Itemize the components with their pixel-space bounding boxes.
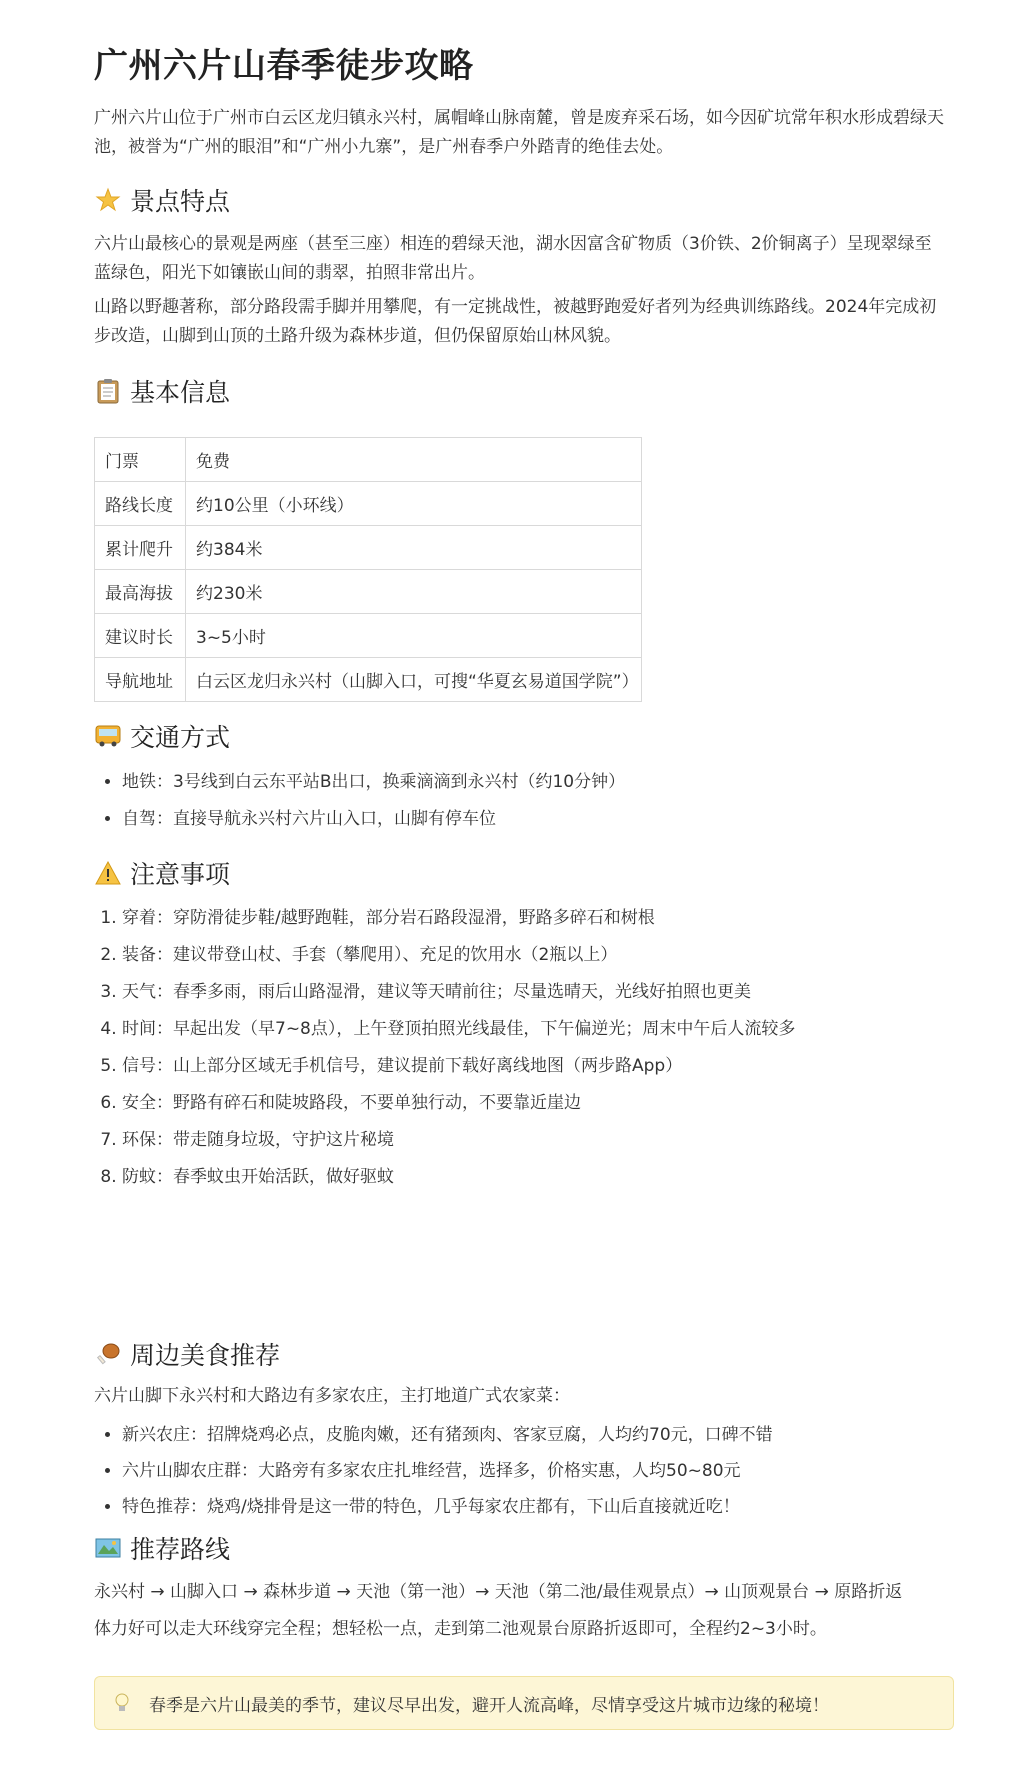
table-value: 约230米 — [186, 570, 642, 614]
list-item: 8. 防蚊：春季蚊虫开始活跃，做好驱蚊 — [122, 1159, 795, 1196]
warning-icon — [94, 859, 122, 887]
section-heading-features — [94, 182, 230, 218]
table-row — [95, 570, 642, 614]
lightbulb-icon — [107, 1692, 137, 1714]
table-row — [95, 614, 642, 658]
section-heading-route — [94, 1530, 230, 1566]
section-heading-text: 周边美食推荐 — [130, 1341, 281, 1370]
route-note: 体力好可以走大环线穿完全程；想轻松一点，走到第二池观景台原路折返即可，全程约2~3小时。 — [94, 1619, 827, 1639]
list-item: • 六片山脚农庄群：大路旁有多家农庄扎堆经营，选择多，价格实惠，人均50~80元 — [122, 1453, 773, 1489]
section-heading-text: 注意事项 — [130, 860, 231, 889]
bus-icon — [94, 722, 122, 750]
table-row — [95, 438, 642, 482]
page-title: 广州六片山春季徒步攻略 — [94, 46, 474, 86]
table-row — [95, 658, 642, 702]
section-heading-text: 交通方式 — [130, 723, 231, 752]
table-key: 导航地址 — [95, 658, 186, 702]
intro-paragraph: 广州六片山位于广州市白云区龙归镇永兴村，属帽峰山脉南麓，曾是废弃采石场，如今因矿坑常年积水形成碧绿天池，被誉为“广州的眼泪”和“广州小九寨”，是广州春季户外踏青的绝佳去处。 — [94, 108, 944, 157]
section-heading-text: 推荐路线 — [130, 1535, 231, 1564]
info-table — [94, 437, 642, 702]
section-heading-text: 基本信息 — [130, 378, 231, 407]
list-item: 3. 天气：春季多雨，雨后山路湿滑，建议等天晴前往；尽量选晴天，光线好拍照也更美 — [122, 974, 795, 1011]
section-heading-transport — [94, 718, 230, 754]
list-item: 1. 穿着：穿防滑徒步鞋/越野跑鞋，部分岩石路段湿滑，野路多碎石和树根 — [122, 900, 795, 937]
table-row — [95, 482, 642, 526]
tip-callout — [94, 1676, 954, 1730]
table-key: 累计爬升 — [95, 526, 186, 570]
route-path: 永兴村 → 山脚入口 → 森林步道 → 天池（第一池）→ 天池（第二池/最佳观景点）→ 山顶观景台 → 原路折返 — [94, 1582, 903, 1602]
transport-list — [94, 764, 625, 838]
table-key: 路线长度 — [95, 482, 186, 526]
section-heading-text: 景点特点 — [130, 187, 231, 216]
table-value: 约384米 — [186, 526, 642, 570]
map-icon — [94, 1534, 122, 1562]
table-value: 白云区龙归永兴村（山脚入口，可搜“华夏玄易道国学院”） — [186, 658, 642, 702]
list-item: • 新兴农庄：招牌烧鸡必点，皮脆肉嫩，还有猪颈肉、客家豆腐，人均约70元，口碑不错 — [122, 1417, 773, 1453]
features-paragraph-2: 山路以野趣著称，部分路段需手脚并用攀爬，有一定挑战性，被越野跑爱好者列为经典训练路线。2024年完成初步改造，山脚到山顶的土路升级为森林步道，但仍保留原始山林风貌。 — [94, 297, 937, 346]
list-item: • 特色推荐：烧鸡/烧排骨是这一带的特色，几乎每家农庄都有，下山后直接就近吃！ — [122, 1489, 773, 1525]
table-row — [95, 526, 642, 570]
drumstick-icon — [94, 1340, 122, 1368]
list-item: 6. 安全：野路有碎石和陡坡路段，不要单独行动，不要靠近崖边 — [122, 1085, 795, 1122]
table-value: 3~5小时 — [186, 614, 642, 658]
list-item: 4. 时间：早起出发（早7~8点），上午登顶拍照光线最佳，下午偏逆光；周末中午后人流较多 — [122, 1011, 795, 1048]
table-value: 约10公里（小环线） — [186, 482, 642, 526]
table-value: 免费 — [186, 438, 642, 482]
list-item: • 自驾：直接导航永兴村六片山入口，山脚有停车位 — [122, 801, 625, 838]
features-paragraph-1: 六片山最核心的景观是两座（甚至三座）相连的碧绿天池，湖水因富含矿物质（3价铁、2价铜离子）呈现翠绿至蓝绿色，阳光下如镶嵌山间的翡翠，拍照非常出片。 — [94, 234, 932, 283]
food-list — [94, 1417, 773, 1525]
tip-text: 春季是六片山最美的季节，建议尽早出发，避开人流高峰，尽情享受这片城市边缘的秘境！ — [149, 1695, 829, 1716]
food-intro: 六片山脚下永兴村和大路边有多家农庄，主打地道广式农家菜： — [94, 1386, 570, 1406]
list-item: 5. 信号：山上部分区域无手机信号，建议提前下载好离线地图（两步路App） — [122, 1048, 795, 1085]
list-item: 7. 环保：带走随身垃圾，守护这片秘境 — [122, 1122, 795, 1159]
section-heading-food — [94, 1336, 280, 1372]
list-item: 2. 装备：建议带登山杖、手套（攀爬用）、充足的饮用水（2瓶以上） — [122, 937, 795, 974]
list-item: • 地铁：3号线到白云东平站B出口，换乘滴滴到永兴村（约10分钟） — [122, 764, 625, 801]
star-icon — [94, 186, 122, 214]
section-heading-notes — [94, 855, 230, 891]
clipboard-icon — [94, 377, 122, 405]
notes-list — [94, 900, 795, 1196]
section-heading-basic-info — [94, 373, 230, 409]
table-key: 最高海拔 — [95, 570, 186, 614]
table-key: 门票 — [95, 438, 186, 482]
table-key: 建议时长 — [95, 614, 186, 658]
